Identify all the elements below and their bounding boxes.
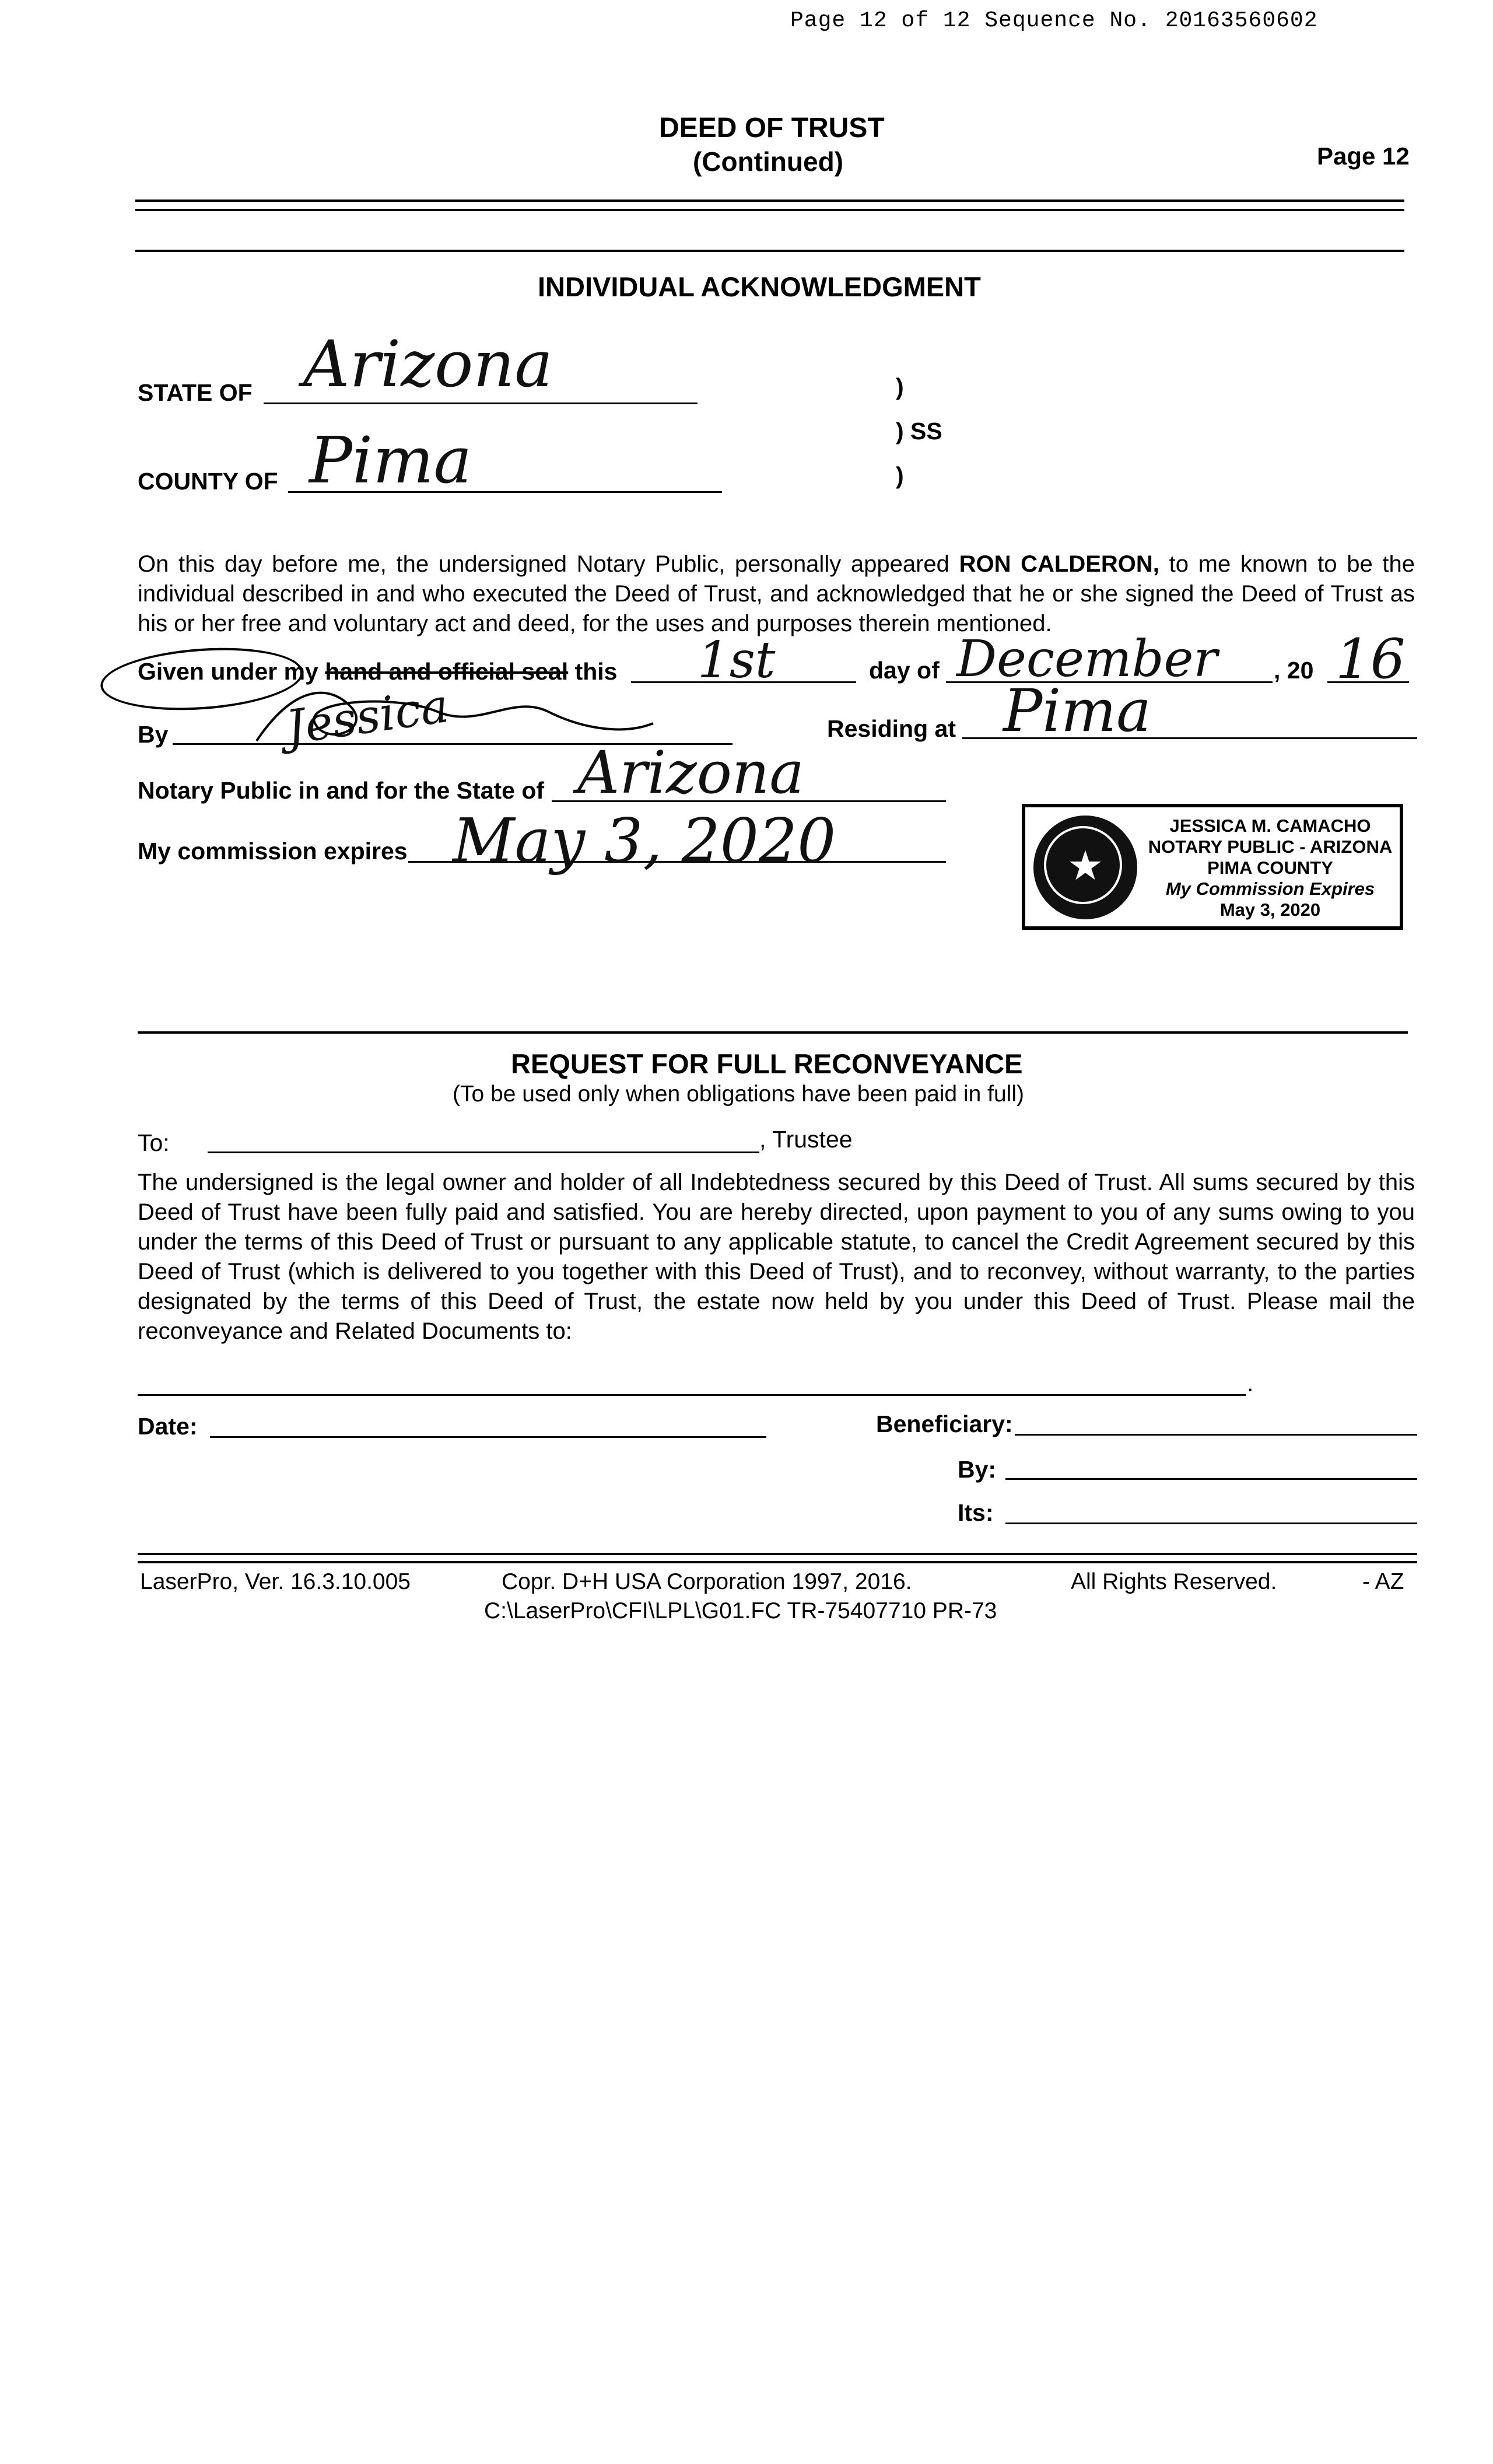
beneficiary-label: Beneficiary: — [876, 1410, 1013, 1437]
residing-label: Residing at — [827, 715, 956, 742]
recon-by-line — [1005, 1478, 1417, 1480]
footer-file-path: C:\LaserPro\CFI\LPL\G01.FC TR-75407710 PR-73 — [484, 1598, 997, 1623]
seal-text-block — [1142, 816, 1399, 921]
its-label: Its: — [958, 1499, 994, 1526]
its-line — [1005, 1522, 1417, 1524]
acknowledgment-heading: INDIVIDUAL ACKNOWLEDGMENT — [538, 271, 981, 302]
reconveyance-divider — [138, 1031, 1408, 1034]
state-label: STATE OF — [138, 379, 253, 406]
document-title: DEED OF TRUST — [659, 113, 885, 144]
notary-signature: Jessica — [282, 678, 452, 755]
section-divider — [135, 250, 1404, 252]
seal-expires-label: My Commission Expires — [1165, 878, 1375, 899]
commission-label: My commission expires — [138, 838, 408, 864]
seal-expires-date: May 3, 2020 — [1219, 900, 1321, 920]
seal-notary-name: JESSICA M. CAMACHO — [1169, 816, 1371, 836]
given-prefix: Given under my — [138, 658, 325, 685]
header-divider-mid — [135, 209, 1404, 211]
county-handwritten: Pima — [309, 423, 472, 498]
notary-state-label: Notary Public in and for the State of — [138, 777, 545, 804]
trustee-line — [208, 1152, 759, 1153]
by-label: By — [138, 721, 169, 748]
beneficiary-line — [1015, 1434, 1417, 1436]
paren-bottom: ) — [896, 462, 904, 489]
page-sequence-header: Page 12 of 12 Sequence No. 20163560602 — [790, 8, 1318, 33]
date-line — [210, 1436, 766, 1438]
appearing-party-name: RON CALDERON, — [959, 551, 1159, 577]
notary-state-handwritten: Arizona — [577, 738, 804, 807]
footer-version: LaserPro, Ver. 16.3.10.005 — [140, 1569, 411, 1594]
paragraph-part2: to me known to be the individual described in and who executed the Deed of Trust, and acknowledged that he or she signed the Deed of Trust as his or her free and voluntary act and deed, for the uses and purposes therein mentioned. — [138, 551, 1415, 636]
reconveyance-paragraph: The undersigned is the legal owner and holder of all Indebtedness secured by this Deed of Trust. All sums secured by this Deed of Trust have been fully paid and satisfied. You are hereby directed, upon payment to you of any sums owing to you under the terms of this Deed of Trust or pursuant to any applicable statute, to cancel the Credit Agreement secured by this Deed of Trust (which is delivered to you together with this Deed of Trust), and to reconvey, without warranty, to the parties designated by the terms of this Deed of Trust, the estate now held by you under this Deed of Trust. Please mail the reconveyance and Related Documents to: — [138, 1170, 1415, 1344]
year-prefix: , 20 — [1274, 657, 1314, 684]
to-label: To: — [138, 1129, 170, 1156]
state-seal-graphic — [1033, 816, 1137, 919]
residing-handwritten: Pima — [1003, 677, 1151, 745]
commission-handwritten: May 3, 2020 — [453, 805, 836, 876]
trustee-label: , Trustee — [759, 1126, 853, 1153]
reconveyance-subheading: (To be used only when obligations have been paid in full) — [453, 1082, 1024, 1107]
mail-to-line — [138, 1394, 1246, 1396]
footer-rule-1 — [138, 1553, 1417, 1555]
paragraph-part1: On this day before me, the undersigned Notary Public, personally appeared — [138, 551, 949, 577]
county-label: COUNTY OF — [138, 468, 278, 495]
signature-stroke — [257, 693, 653, 741]
recon-by-label: By: — [958, 1456, 997, 1483]
seal-notary-title: NOTARY PUBLIC - ARIZONA — [1148, 836, 1393, 857]
page-label: Page 12 — [1317, 142, 1410, 170]
acknowledgment-paragraph — [138, 550, 1415, 639]
year-handwritten: 16 — [1336, 628, 1406, 691]
footer-rights: All Rights Reserved. — [1071, 1569, 1277, 1594]
day-of-label: day of — [869, 657, 940, 684]
seal-county: PIMA COUNTY — [1207, 858, 1333, 878]
state-line — [264, 402, 698, 404]
footer-state-code: - AZ — [1362, 1569, 1404, 1594]
mail-to-period: . — [1247, 1370, 1254, 1396]
seal-star-icon: ★ — [1067, 843, 1104, 888]
footer-rule-2 — [138, 1561, 1417, 1563]
document-subtitle: (Continued) — [693, 146, 844, 177]
notary-seal-stamp — [1022, 804, 1403, 930]
ss-label: ) SS — [896, 418, 942, 444]
paren-top: ) — [896, 373, 904, 400]
header-divider-top — [135, 200, 1404, 202]
state-handwritten: Arizona — [303, 327, 553, 401]
given-suffix: this — [568, 658, 618, 685]
given-strikethrough: hand and official seal — [325, 658, 569, 685]
footer-copyright: Copr. D+H USA Corporation 1997, 2016. — [502, 1569, 912, 1594]
date-label: Date: — [138, 1413, 198, 1440]
reconveyance-heading: REQUEST FOR FULL RECONVEYANCE — [511, 1048, 1023, 1079]
month-handwritten: December — [956, 630, 1218, 688]
day-handwritten: 1st — [698, 631, 776, 690]
